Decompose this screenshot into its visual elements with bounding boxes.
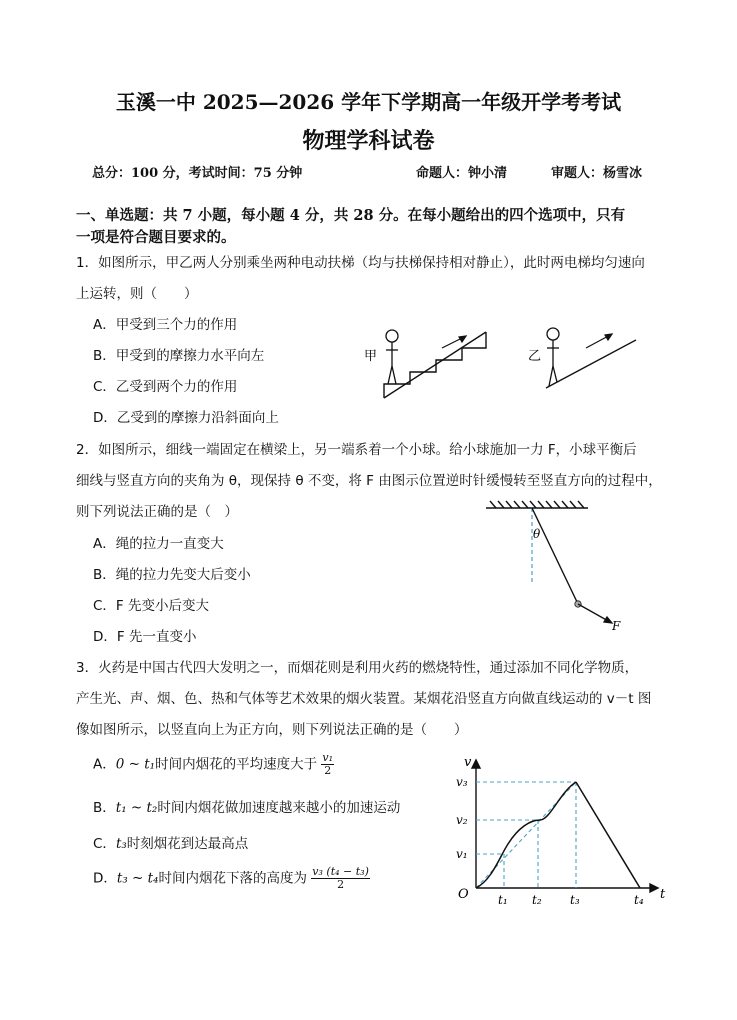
q3-option-d: D．t₃ ~ t₄时间内烟花下落的高度为 $\frac{\text{v₃ (t₄ − t₃)}}{2}$ [93,865,369,891]
section-heading-line1: 一、单选题：共 7 小题，每小题 4 分，共 28 分。在每小题给出的四个选项中，只有 [76,207,626,224]
theta-label: θ [533,527,541,541]
q3-option-b: B．t₁ ~ t₂时间内烟花做加速度越来越小的加速运动 [93,800,401,816]
exam-reviewer: 审题人：杨雪冰 [551,166,643,181]
string-line [532,508,578,604]
escalator-stairs [384,332,486,398]
q3-stem-line1: 3．火药是中国古代四大发明之一，而烟花则是利用火药的燃烧特性，通过添加不同化学物质， [76,660,639,676]
person-b-figure [547,328,559,386]
q3-vt-graph [452,752,672,912]
label-jia: 甲 [364,349,378,364]
q2-stem-line3: 则下列说法正确的是（ ） [76,504,238,520]
q1-option-d: D．乙受到的摩擦力沿斜面向上 [93,410,279,426]
tick-t4: t₄ [634,893,644,907]
q3-option-c: C．t₃时刻烟花到达最高点 [93,836,249,852]
q2-option-a: A．绳的拉力一直变大 [93,536,224,552]
q2-option-c: C．F 先变小后变大 [93,598,209,614]
ceiling-beam [486,501,588,508]
person-a-figure [386,330,398,384]
q2-pendulum-figure [480,498,640,634]
q1-escalator-figure [360,318,640,408]
exam-total-time: 总分：100 分，考试时间：75 分钟 [92,166,303,181]
arrow-up-a [442,336,466,348]
force-arrow [578,604,612,623]
vt-descending-line [576,782,640,888]
section-heading-line2: 一项是符合题目要求的。 [76,229,236,246]
q3-option-a: A．0 ~ t₁时间内烟花的平均速度大于 $\frac{\text{v₁}}{2}$ [93,751,333,777]
exam-setter: 命题人：钟小清 [416,166,508,181]
origin-label: O [458,887,469,902]
exam-title: 玉溪一中 2025—2026 学年下学期高一年级开学考考试 [115,90,622,114]
tick-v3: v₃ [456,775,468,789]
q3-option-a-range: 0 ~ t₁ [115,756,156,773]
tick-v2: v₂ [456,813,468,827]
q2-stem-line2: 细线与竖直方向的夹角为 θ，现保持 θ 不变，将 F 由图示位置逆时针缓慢转至竖直方向的过程中， [76,473,662,489]
q3-option-a-fraction: $\frac{\text{v₁}}{2}$ [322,751,333,777]
tick-t3: t₃ [570,893,580,907]
exam-subtitle: 物理学科试卷 [302,128,435,154]
q3-option-d-fraction: $\frac{\text{v₃ (t₄ − t₃)}}{2}$ [312,865,369,891]
q1-stem-line1: 1．如图所示，甲乙两人分别乘坐两种电动扶梯（均与扶梯保持相对静止），此时两电梯均匀速向 [76,255,645,271]
q2-stem-line1: 2．如图所示，细线一端固定在横梁上，另一端系着一个小球。给小球施加一力 F，小球平衡后 [76,442,637,458]
q3-stem-line2: 产生光、声、烟、色、热和气体等艺术效果的烟火装置。某烟花沿竖直方向做直线运动的 v－t 图 [76,691,652,707]
tick-t1: t₁ [498,893,508,907]
q3-stem-line3: 像如图所示，以竖直向上为正方向，则下列说法正确的是（ ） [76,722,468,738]
q1-option-b: B．甲受到的摩擦力水平向左 [93,348,265,364]
escalator-ramp [546,340,636,388]
q1-option-a: A．甲受到三个力的作用 [93,317,238,333]
tick-v1: v₁ [456,847,468,861]
q2-option-b: B．绳的拉力先变大后变小 [93,567,251,583]
force-label: F [612,619,621,633]
t-axis-label: t [660,887,666,902]
label-yi: 乙 [528,349,542,364]
q2-option-d: D．F 先一直变小 [93,629,197,645]
tick-t2: t₂ [532,893,542,907]
v-axis-label: v [464,755,472,770]
q1-option-c: C．乙受到两个力的作用 [93,379,238,395]
arrow-up-b [586,334,612,348]
q1-stem-line2: 上运转，则（ ） [76,286,198,302]
